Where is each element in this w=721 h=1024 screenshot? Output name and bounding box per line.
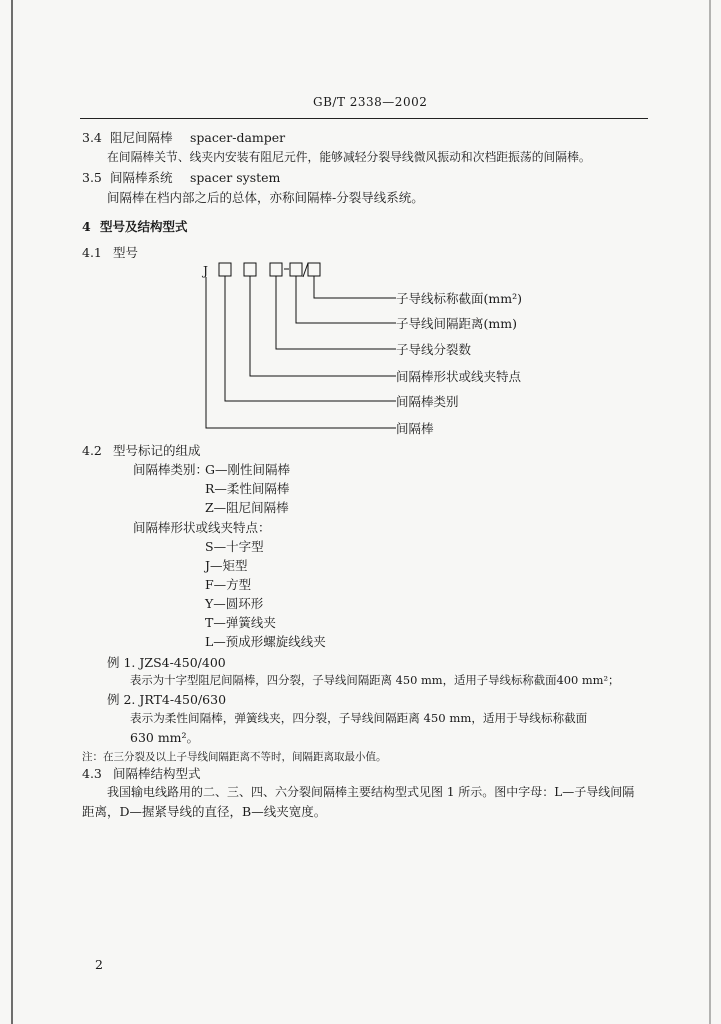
section-4-3-number: 4.3 (82, 766, 102, 781)
shape-item: T—弹簧线夹 (205, 615, 276, 630)
section-3-5-term-cn: 间隔棒系统 (110, 170, 173, 185)
section-3-4-definition: 在间隔棒关节、线夹内安装有阻尼元件，能够减轻分裂导线微风振动和次档距振荡的间隔棒。 (107, 150, 591, 164)
example-2-label: 例 2. JRT4-450/630 (107, 692, 227, 707)
section-4-2-title: 型号标记的组成 (113, 443, 201, 458)
diagram-label-shape: 间隔棒形状或线夹特点 (396, 369, 522, 384)
section-4-1-number: 4.1 (82, 245, 102, 260)
standard-number-header: GB/T 2338—2002 (313, 95, 428, 109)
category-item: G—刚性间隔棒 (205, 462, 290, 477)
diagram-box-shape (244, 263, 256, 276)
page-number: 2 (95, 957, 103, 972)
section-3-5-number: 3.5 (82, 170, 102, 185)
leader-spacer (206, 277, 396, 428)
section-3-4-number: 3.4 (82, 130, 102, 145)
leader-split-number (276, 276, 396, 349)
category-item: Z—阻尼间隔棒 (205, 500, 289, 515)
diagram-label-category: 间隔棒类别 (396, 394, 459, 409)
shape-item: F—方型 (205, 577, 252, 592)
section-3-4-term-cn: 阻尼间隔棒 (110, 130, 173, 145)
section-4-1-title: 型号 (113, 245, 139, 260)
section-4-3-paragraph-line-2: 距离，D—握紧导线的直径，B—线夹宽度。 (82, 804, 327, 819)
section-4-3-paragraph-line-1: 我国输电线路用的二、三、四、六分裂间隔棒主要结构型式见图 1 所示。图中字母：L—子导线间隔 (107, 785, 635, 799)
section-3-5-definition: 间隔棒在档内部之后的总体，亦称间隔棒-分裂导线系统。 (107, 190, 424, 205)
diagram-box-category (219, 263, 231, 276)
section-4-2-number: 4.2 (82, 443, 102, 458)
leader-shape (250, 276, 396, 376)
diagram-label-spacer: 间隔棒 (396, 421, 434, 436)
diagram-slash (303, 263, 308, 277)
section-4-title: 型号及结构型式 (100, 219, 188, 234)
category-item: R—柔性间隔棒 (205, 481, 290, 496)
diagram-box-split-number (270, 263, 282, 276)
section-4-3-title: 间隔棒结构型式 (113, 766, 201, 781)
leader-section (314, 276, 396, 298)
category-label: 间隔棒类别： (133, 462, 209, 477)
leader-category (225, 276, 396, 401)
section-4-number: 4 (82, 219, 91, 234)
example-1-text: 表示为十字型阻尼间隔棒，四分裂，子导线间隔距离 450 mm，适用子导线标称截面400 mm²； (130, 673, 620, 687)
shape-item: J—矩型 (205, 558, 248, 573)
diagram-box-section (308, 263, 320, 276)
section-3-5-term-en: spacer system (190, 170, 281, 185)
diagram-box-spacing (290, 263, 302, 276)
example-2-text-line-1: 表示为柔性间隔棒，弹簧线夹，四分裂，子导线间隔距离 450 mm，适用于导线标称截面 (130, 711, 588, 725)
shape-item: L—预成形螺旋线线夹 (205, 634, 326, 649)
section-3-4-term-en: spacer-damper (190, 130, 286, 145)
shape-item: S—十字型 (205, 539, 264, 554)
example-2-text-line-2: 630 mm²。 (130, 730, 200, 745)
diagram-label-spacing: 子导线间隔距离(mm) (396, 316, 517, 331)
example-1-label: 例 1. JZS4-450/400 (107, 655, 226, 670)
note: 注：在三分裂及以上子导线间隔距离不等时，间隔距离取最小值。 (82, 751, 387, 763)
diagram-prefix-j: J (203, 263, 209, 278)
leader-spacing (296, 276, 396, 323)
shape-item: Y—圆环形 (205, 596, 264, 611)
shape-label: 间隔棒形状或线夹特点： (133, 520, 271, 535)
diagram-label-section: 子导线标称截面(mm²) (396, 291, 522, 306)
diagram-label-split-number: 子导线分裂数 (396, 342, 472, 357)
